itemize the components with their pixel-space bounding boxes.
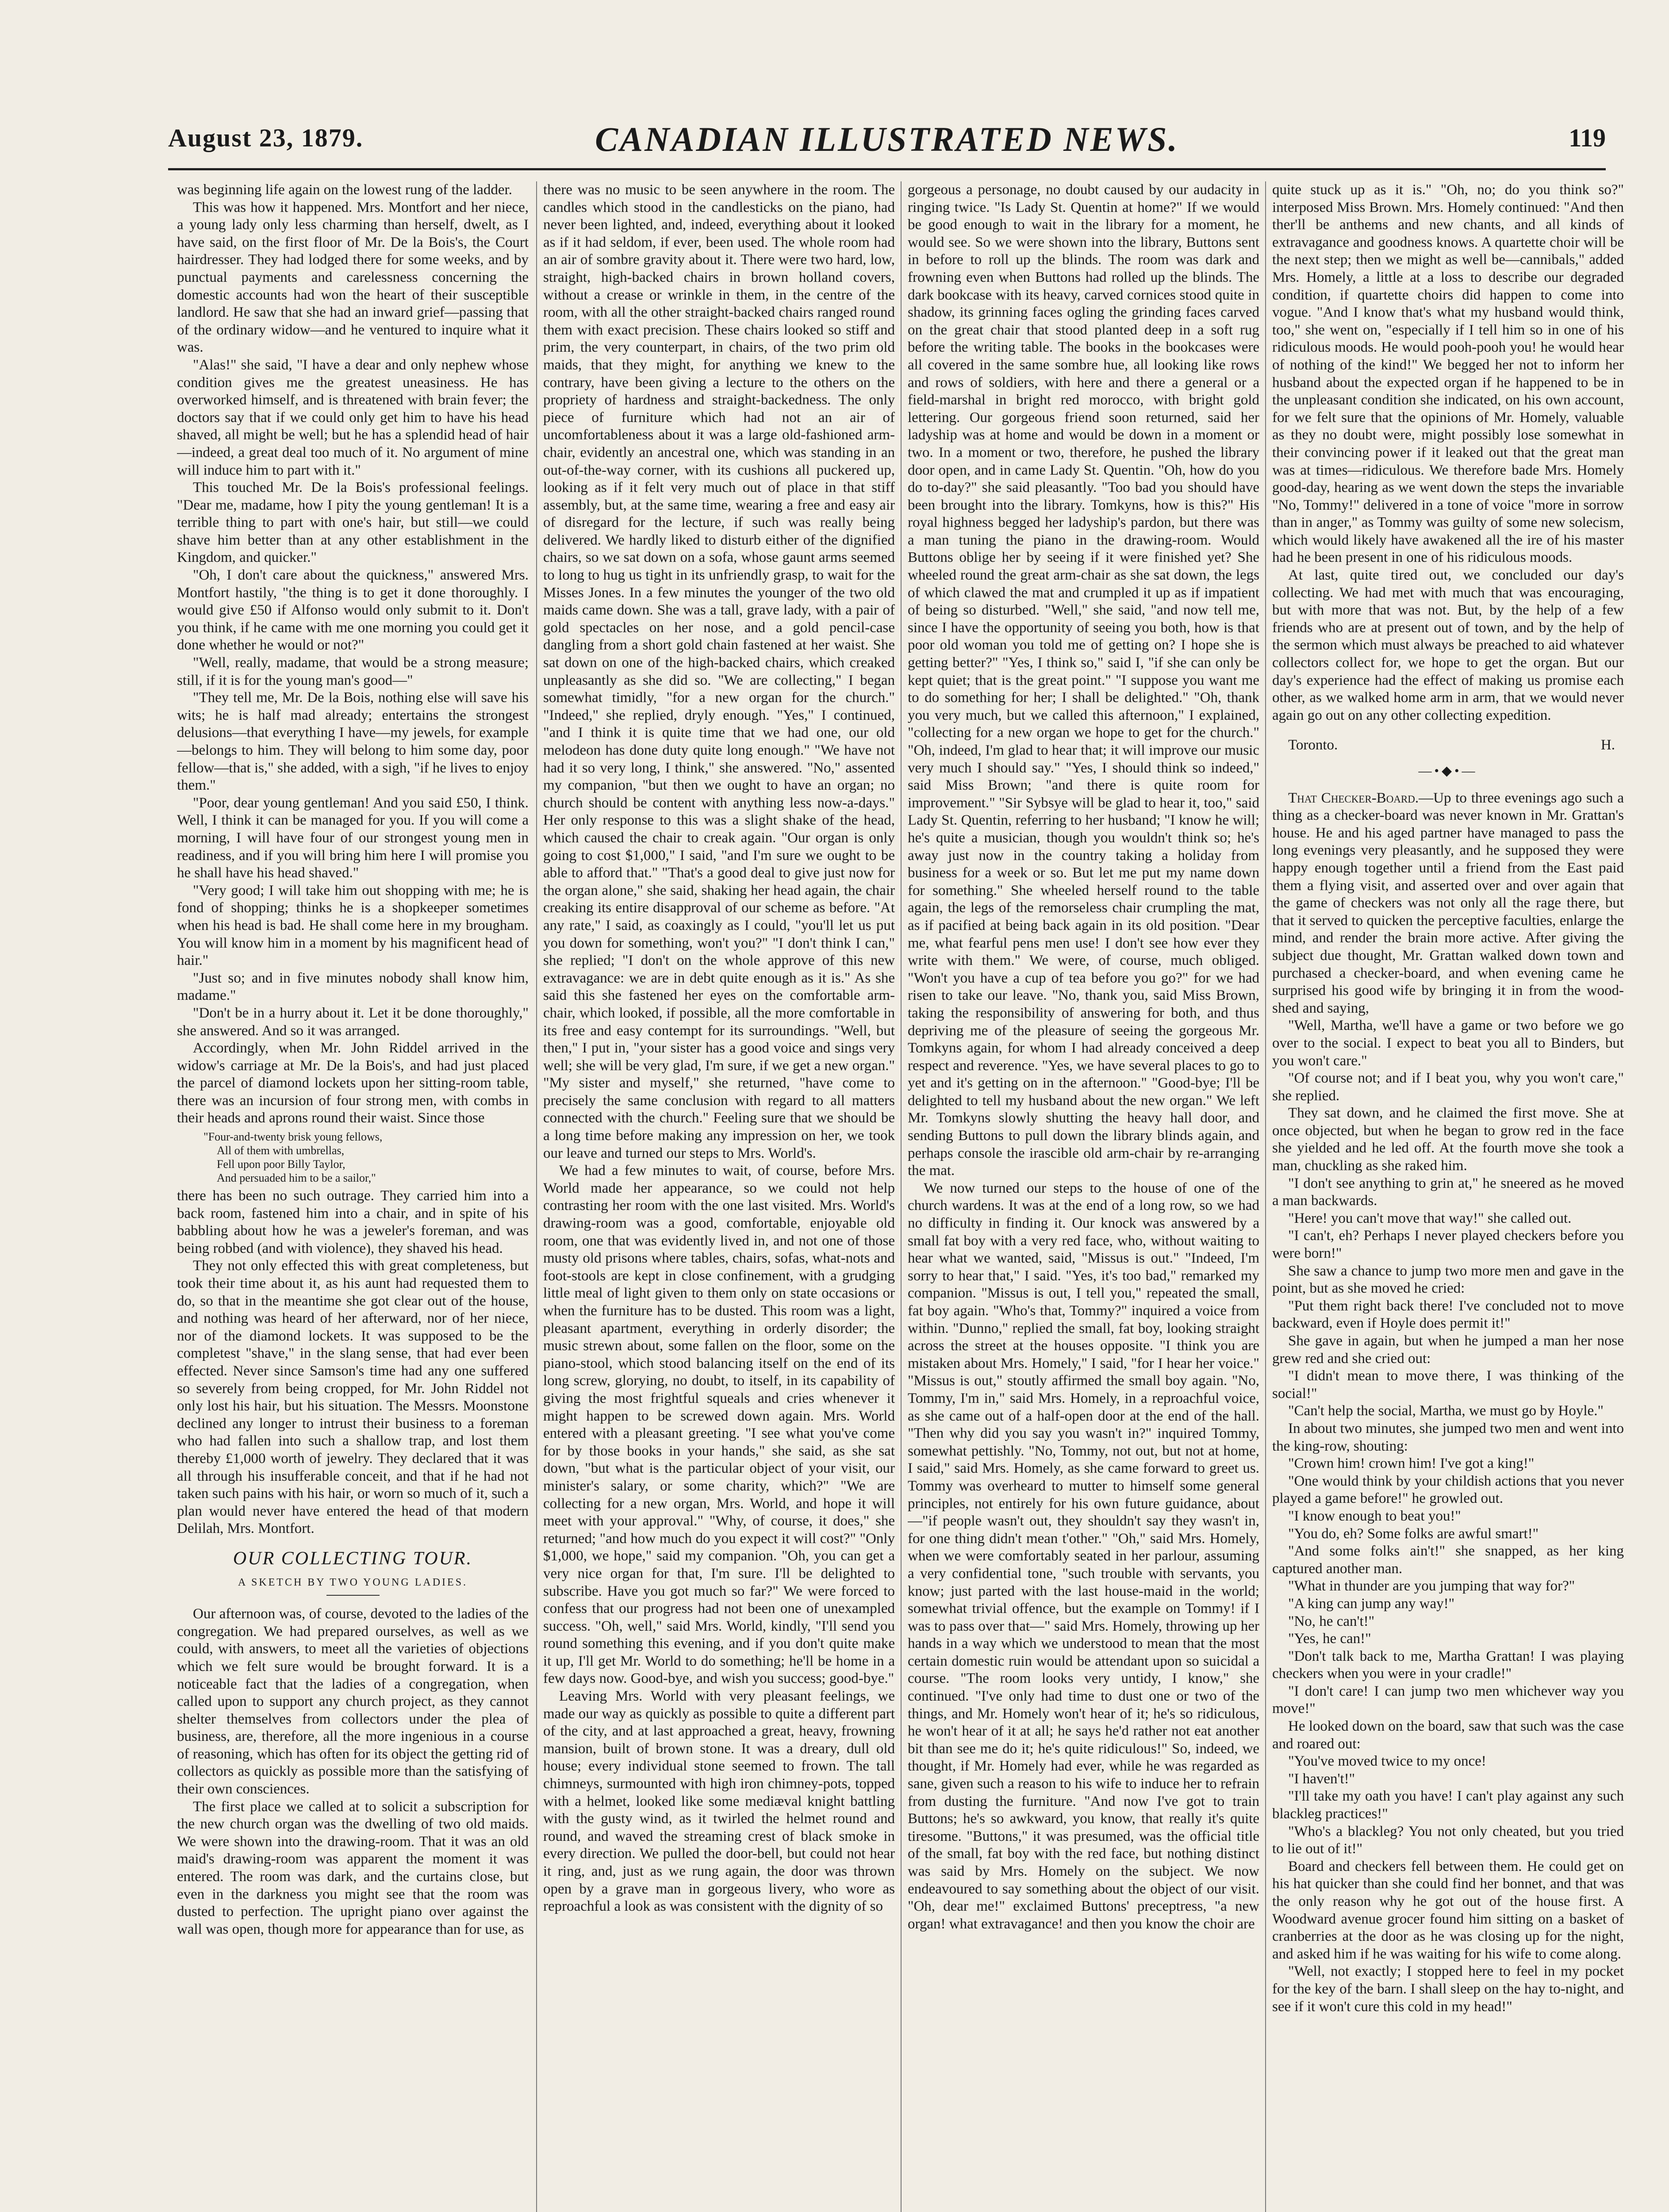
article-columns bbox=[177, 181, 1624, 2212]
paragraph: "Crown him! crown him! I've got a king!" bbox=[1288, 1455, 1535, 1472]
paragraph: "I can't, eh? Perhaps I never played checkers before you were born!" bbox=[1272, 1228, 1624, 1262]
paragraph: "Alas!" she said, "I have a dear and only nephew whose condition gives me the greatest uneasiness. He has overworked himself, and is threatened with brain fever; the doctors say that if we could only get him to have his head shaved, all might be well; but he has a splendid head of hair—indeed, a great deal too much of it. No argument of mine will induce him to part with it." bbox=[177, 357, 529, 478]
paragraph: Board and checkers fell between them. He could get on his hat quicker than she could find her bonnet, and that was the only reason why he got out of the house first. A Woodward avenue grocer found him sitting on a basket of cranberries at the door as he was closing up for the night, and asked him if he was waiting for his wife to come along. bbox=[1272, 1858, 1624, 1962]
paragraph: "Don't be in a hurry about it. Let it be done thoroughly," she answered. And so it was arranged. bbox=[177, 1005, 529, 1039]
verse-line: Fell upon poor Billy Taylor, bbox=[217, 1158, 345, 1171]
paragraph: We now turned our steps to the house of one of the church wardens. It was at the end of a long row, so we had no difficulty in finding it. Our knock was answered by a small fat boy with a very red face, who, without waiting to hear what we wanted, said, "Missus is out." "Indeed, I'm sorry to hear that," I said. "Yes, it's too bad," remarked my companion. "Missus is out, I tell you," repeated the small, fat boy again. "Who's that, Tommy?" inquired a voice from within. "Dunno," replied the small, fat boy, looking straight across the street at the houses opposite. "I think you are mistaken about Mrs. Homely," I said, "for I hear her voice." "Missus is out," stoutly affirmed the small boy again. "No, Tommy, I'm in," said Mrs. Homely, in a reproachful voice, as she came out of a half-open door at the end of the hall. "Then why did you say you wasn't in?" inquired Tommy, somewhat pettishly. "No, Tommy, not out, but not at home, I said," said Mrs. Homely, as she came forward to greet us. Tommy was overheard to mutter to himself some general principles, not entirely for his own future guidance, about—"if people wasn't out, they shouldn't say they wasn't in, for one thing didn't mean t'other." "Oh," said Mrs. Homely, when we were comfortably seated in her parlour, assuming a very confidential tone, "such trouble with servants, you know; just parted with the last house-maid in the world; somewhat trivial offence, but the example on Tommy! if I was to pass over that—" said Mrs. Homely, throwing up her hands in a way which we understood to mean that the most certain domestic ruin would be attendant upon so suicidal a course. "The room looks very untidy, I know," she continued. "I've only had time to dust one or two of the things, and Mr. Homely won't hear of it; he's so ridiculous, he won't hear of it at all; he says he'd rather not eat another bit than see me do it; he's quite ridiculous!" So, indeed, we thought, if Mr. Homely had ever, while he was regarded as sane, given such a reason to his wife to induce her to refrain from dusting the furniture. "And now I've got to train Buttons; he's so awkward, you know, that really it's quite tiresome. "Buttons," it was presumed, was the official title of the small, fat boy with the red face, but nothing distinct was said by Mrs. Homely on the subject. We now endeavoured to say something about the object of our visit. "Oh, dear me!" exclaimed Buttons' preceptress, "a new organ! what extravagance! and then you know the choir are bbox=[908, 1180, 1259, 1932]
column-rule bbox=[901, 181, 902, 2212]
signature-line bbox=[1288, 737, 1615, 754]
paragraph: "Oh, I don't care about the quickness," answered Mrs. Montfort hastily, "the thing is to get it done thoroughly. I would give £50 if Alfonso would only submit to it. Don't you think, if he came with me one morning you could get it done whether he would or not?" bbox=[177, 567, 529, 653]
paragraph: there was no music to be seen anywhere in the room. The candles which stood in the candlesticks on the piano, had never been lighted, and, indeed, everything about it looked as if it had seldom, if ever, been used. The whole room had an air of sombre gravity about it. There were two hard, low, straight, high-backed chairs in brown holland covers, without a crease or wrinkle in them, in the centre of the room, with all the other straight-backed chairs ranged round them with exact precision. These chairs looked so stiff and prim, the very counterpart, in chairs, of the two prim old maids, that they might, for anything we knew to the contrary, have been giving a lecture to the others on the propriety of hardness and straight-backedness. The only piece of furniture which had not an air of uncomfortableness about it was a large old-fashioned arm-chair, evidently an ancestral one, which was standing in an out-of-the-way corner, with its cushions all puckered up, looking as if it felt very much out of place in that stiff assembly, but, at the same time, wearing a free and easy air of disregard for the lecture, if such was really being delivered. We hardly liked to disturb either of the dignified chairs, so we sat down on a sofa, whose gaunt arms seemed to long to hug us tight in its unfriendly grasp, to wait for the Misses Jones. In a few minutes the younger of the two old maids came down. She was a tall, grave lady, with a pair of gold spectacles on her nose, and a gold pencil-case dangling from a short gold chain fastened at her waist. She sat down on one of the high-backed chairs, which creaked unpleasantly as she did so. "We are collecting," I began somewhat timidly, "for a new organ for the church." "Indeed," she replied, dryly enough. "Yes," I continued, "and I think it is quite time that we had one, our old melodeon has done duty quite long enough." "We have not had it so very long, I think," she answered. "No," assented my companion, "but then we ought to have an organ; no church should be content with anything less now-a-days." Her only response to this was a slight shake of the head, which caused the chair to creak again. "Our organ is only going to cost $1,000," I said, "and I'm sure we ought to be able to afford that." "That's a good deal to give just now for the organ alone," she said, shaking her head again, the chair creaking its entire disapproval of our scheme as before. "At any rate," I said, as coaxingly as I could, "you'll let us put you down for something, won't you?" "I don't think I can," she replied; "I don't on the whole approve of this new extravagance: we are in debt quite enough as it is." As she said this she fastened her eyes on the comfortable arm-chair, which looked, if possible, all the more comfortable in its free and easy contempt for its surroundings. "Well, but then," I put in, "your sister has a good voice and sings very well; she will be very glad, I'm sure, if we get a new organ." "My sister and myself," she returned, "have come to precisely the same conclusion with regard to all matters connected with the church." Feeling sure that we should be a long time before making any impression on her, we took our leave and turned our steps to Mrs. World's. bbox=[543, 182, 895, 1161]
paragraph: Accordingly, when Mr. John Riddel arrived in the widow's carriage at Mr. De la Bois's, and had just placed the parcel of diamond lockets upon her sitting-room table, there was an incursion of four strong men, with combs in their heads and aprons round their waist. Since those bbox=[177, 1040, 529, 1126]
paragraph: "Don't talk back to me, Martha Grattan! I was playing checkers when you were in your cradle!" bbox=[1272, 1648, 1624, 1682]
paragraph: "What in thunder are you jumping that way for?" bbox=[1288, 1578, 1575, 1594]
masthead-title: CANADIAN ILLUSTRATED NEWS. bbox=[595, 120, 1179, 158]
paragraph: In about two minutes, she jumped two men and went into the king-row, shouting: bbox=[1272, 1420, 1624, 1454]
paragraph: "Very good; I will take him out shopping with me; he is fond of shopping; thinks he is a shopkeeper sometimes when his head is bad. He shall come here in my brougham. You will know him in a moment by his magnificent head of hair." bbox=[177, 882, 529, 969]
column-3 bbox=[908, 181, 1259, 2212]
paragraph: He looked down on the board, saw that such was the case and roared out: bbox=[1272, 1718, 1624, 1752]
paragraph: She saw a chance to jump two more men and gave in the point, but as she moved he cried: bbox=[1272, 1263, 1624, 1297]
signature-place: Toronto. bbox=[1288, 737, 1338, 753]
page-header bbox=[168, 119, 1606, 170]
verse-quote bbox=[203, 1130, 529, 1185]
signature-initial: H. bbox=[1600, 737, 1615, 753]
paragraph: "Well, really, madame, that would be a strong measure; still, if it is for the young man's good—" bbox=[177, 655, 529, 688]
paragraph: "Just so; and in five minutes nobody shall know him, madame." bbox=[177, 970, 529, 1004]
issue-date: August 23, 1879. bbox=[168, 123, 364, 152]
paragraph: "They tell me, Mr. De la Bois, nothing else will save his wits; he is half mad already; entertains the strongest delusions—that everything I have—my jewels, for example—belongs to him. They will belong to him some day, poor fellow—that is," she added, with a sigh, "if he lives to enjoy them." bbox=[177, 690, 529, 794]
paragraph: "I didn't mean to move there, I was thinking of the social!" bbox=[1272, 1368, 1624, 1402]
paragraph: "Of course not; and if I beat you, why you won't care," she replied. bbox=[1272, 1070, 1624, 1104]
paragraph: "I don't see anything to grin at," he sneered as he moved a man backwards. bbox=[1272, 1175, 1624, 1209]
paragraph: "You've moved twice to my once! bbox=[1288, 1753, 1486, 1770]
paragraph-text: —Up to three evenings ago such a thing as a checker-board was never known in Mr. Grattan's house. He and his aged partner have managed to pass the long evenings very pleasantly, and he supposed they were happy enough together until a friend from the East paid them a flying visit, and asserted over and over again that the game of checkers was not only all the rage there, but that it served to quicken the perceptive faculties, enlarge the mind, and render the brain more active. After giving the subject due thought, Mr. Grattan walked down town and purchased a checker-board, and when evening came he surprised his good wife by bringing it in from the wood-shed and saying, bbox=[1272, 790, 1624, 1016]
paragraph: We had a few minutes to wait, of course, before Mrs. World made her appearance, so we could not help contrasting her room with the one last visited. Mrs. World's drawing-room was a good, comfortable, enjoyable old room, one that was evidently lived in, and not one of those musty old prisons where tables, chairs, sofas, what-nots and foot-stools are kept in close confinement, with a grudging little meal of light given to them only on state occasions or when the furniture has to be dusted. This room was a light, pleasant apartment, everything in orderly disorder; the music strewn about, some fallen on the floor, some on the piano-stool, which stood balancing itself on the end of its long screw, glorying, no doubt, to itself, in its capability of giving the most frightful squeals and cries whenever it might happen to be screwed down again. Mrs. World entered with a pleasant greeting. "I see what you've come for by those books in your hands," she said, as she sat down, "but what is the particular object of your visit, our minister's salary, or some charity, which?" "We are collecting for a new organ, Mrs. World, and hope it will meet with your approval." "Why, of course, it does," she returned; "and how much do you expect it will cost?" "Only $1,000, we hope," said my companion. "Oh, you can get a very nice organ for that, I'm sure. I'll be delighted to subscribe. Have you got much so far?" We were forced to confess that our progress had not been one of unexampled success. "Oh, well," said Mrs. World, kindly, "I'll send you round something this evening, and if you don't quite make it up, I'll get Mr. World to do something; he'll be home in a few days now. Good-bye, and wish you success; good-bye." bbox=[543, 1163, 895, 1687]
paragraph: "I don't care! I can jump two men whichever way you move!" bbox=[1272, 1683, 1624, 1717]
paragraph: They sat down, and he claimed the first move. She at once objected, but when he began to grow red in the face she yielded and he led off. At the fourth move she took a man, chuckling as she raked him. bbox=[1272, 1105, 1624, 1174]
paragraph: This touched Mr. De la Bois's professional feelings. "Dear me, madame, how I pity the young gentleman! It is a terrible thing to part with one's hair, but still—we could shave him better than at any other establishment in the Kingdom, and quicker." bbox=[177, 480, 529, 566]
divider bbox=[326, 1595, 380, 1596]
paragraph: They not only effected this with great completeness, but took their time about it, as his aunt had requested them to do, so that in the meantime she got clear out of the house, and nothing was heard of her afterward, nor of her niece, nor of the diamond lockets. It was supposed to be the completest "shave," in the slang sense, that had ever been effected. Never since Samson's time had any one suffered so severely from being cropped, for Mr. John Riddel not only lost his hair, but his situation. The Messrs. Moonstone declined any longer to intrust their business to a foreman who had fallen into such a shallow trap, and lost them thereby £1,000 worth of jewelry. They declared that it was all through his insufferable conceit, and that if he had not taken such pains with his hair, or worn so much of it, such a plan would never have entered the head of that modern Delilah, Mrs. Montfort. bbox=[177, 1258, 529, 1537]
verse-line: And persuaded him to be a sailor," bbox=[217, 1171, 376, 1185]
paragraph: "I haven't!" bbox=[1288, 1770, 1355, 1787]
paragraph: "And some folks ain't!" she snapped, as her king captured another man. bbox=[1272, 1543, 1624, 1577]
section-ornament: —•◆•— bbox=[1418, 764, 1478, 778]
page-number: 119 bbox=[1569, 123, 1606, 152]
article-subtitle: A SKETCH BY TWO YOUNG LADIES. bbox=[238, 1576, 468, 1588]
paragraph: "I know enough to beat you!" bbox=[1288, 1508, 1461, 1524]
paragraph: quite stuck up as it is." "Oh, no; do you think so?" interposed Miss Brown. Mrs. Homely continued: "And then ther'll be anthems and new chants, and all kinds of extravagance and goodness knows. A quartette choir will be the next step; then we might as well be—cannibals," added Mrs. Homely, a little at a loss to describe our degraded condition, if quartette choirs did happen to come into vogue. "And I know that's what my husband would think, too," she went on, "especially if I tell him so in one of his ridiculous moods. He would pooh-pooh you! he would hear of nothing of the kind!" We begged her not to inform her husband about the expected organ if he happened to be in the unpleasant condition she indicated, on his own account, for we felt sure that the opinions of Mr. Homely, valuable as they no doubt were, might possibly lose somewhat in their convincing power if it leaked out that the great man was at times—ridiculous. We therefore bade Mrs. Homely good-day, hearing as we went down the steps the invariable "No, Tommy!" delivered in a tone of voice "more in sorrow than in anger," as Tommy was guilty of some new solecism, which would likely have awakened all the ire of his master had he been present in one of his ridiculous moods. bbox=[1272, 182, 1624, 566]
verse-line: "Four-and-twenty brisk young fellows, bbox=[203, 1130, 383, 1144]
verse-line: All of them with umbrellas, bbox=[217, 1144, 345, 1157]
paragraph: She gave in again, but when he jumped a man her nose grew red and she cried out: bbox=[1272, 1333, 1624, 1367]
paragraph: was beginning life again on the lowest rung of the ladder. bbox=[177, 182, 512, 198]
article-title: OUR COLLECTING TOUR. bbox=[233, 1548, 473, 1569]
paragraph: "Well, Martha, we'll have a game or two before we go over to the social. I expect to beat you all to Binders, but you won't care." bbox=[1272, 1018, 1624, 1069]
paragraph: "I'll take my oath you have! I can't play against any such blackleg practices!" bbox=[1272, 1788, 1624, 1822]
column-rule bbox=[1265, 181, 1266, 2212]
paragraph: "One would think by your childish actions that you never played a game before!" he growled out. bbox=[1272, 1473, 1624, 1507]
paragraph: gorgeous a personage, no doubt caused by our audacity in ringing twice. "Is Lady St. Quentin at home?" If we would be good enough to wait in the library for a moment, he would see. So we were shown into the library, Buttons sent in before to roll up the blinds. The room was dark and frowning even when Buttons had rolled up the blinds. The dark bookcase with its heavy, carved cornices stood quite in shadow, its grinning faces ogling the grinding faces carved on the great chair that stood planted deep in a soft rug before the writing table. The books in the bookcases were all covered in the same sombre hue, all looking like rows and rows of soldiers, with here and there a general or a field-marshal in bright red morocco, with bright gold lettering. Our gorgeous friend soon returned, said her ladyship was at home and would be down in a moment or two. In a moment or two, therefore, he pushed the library door open, and in came Lady St. Quentin. "Oh, how do you do to-day?" she said pleasantly. "Too bad you should have been brought into the library. Tomkyns, how is this?" His royal highness begged her ladyship's pardon, but there was a man tuning the piano in the drawing-room. Would Buttons oblige her by seeing if it were finished yet? She wheeled round the great arm-chair as she sat down, the legs of which clawed the mat and crumpled it up as if impatient of being so disturbed. "Well," she said, "and now tell me, since I have the opportunity of seeing you both, how is that poor old woman you told me of getting on? I hope she is getting better?" "Yes, I think so," said I, "if she can only be kept quiet; that is the great point." "I suppose you want me to do something for her; I shall be delighted." "Oh, thank you very much, but we called this afternoon," I explained, "collecting for a new organ we hope to get for the church." "Oh, indeed, I'm glad to hear that; it will improve our music very much I should say." "Yes, I should think so indeed," said Miss Brown; "and there is quite room for improvement." "Sir Sybsye will be glad to hear it, too," said Lady St. Quentin, referring to her husband; "I know he will; he's quite a musician, though you wouldn't think so; he's away just now in the country taking a holiday from business for a week or so. But let me put my name down for something." She wheeled herself round to the table again, the legs of the remorseless chair crumpling the mat, as if pacified at being back again in its old position. "Dear me, what fearful pens men use! I don't see how ever they write with them." We were, of course, much obliged. "Won't you have a cup of tea before you go?" for we had risen to take our leave. "No, thank you, said Miss Brown, taking the responsibility of answering for both, and thus depriving me of the pleasure of seeing the gorgeous Mr. Tomkyns again, for whom I had already conceived a deep respect and reverence. "Yes, we have several places to go to yet and it's getting on in the afternoon." "Good-bye; I'll be delighted to tell my husband about the new organ." We left Mr. Tomkyns slowly shutting the heavy hall door, and sending Buttons to pull down the library blinds again, and perhaps console the irascible old arm-chair by re-arranging the mat. bbox=[908, 182, 1259, 1179]
paragraph: "Well, not exactly; I stopped here to feel in my pocket for the key of the barn. I shall sleep on the hay to-night, and see if it won't cure this cold in my head!" bbox=[1272, 1963, 1624, 2015]
paragraph bbox=[1272, 790, 1624, 1018]
paragraph: "Who's a blackleg? You not only cheated, but you tried to lie out of it!" bbox=[1272, 1823, 1624, 1857]
paragraph: "Poor, dear young gentleman! And you said £50, I think. Well, I think it can be managed for you. If you will come a morning, I will have four of our strongest young men in readiness, and if you will bring him here I will promise you he shall have his head shaved." bbox=[177, 795, 529, 881]
paragraph: "No, he can't!" bbox=[1288, 1613, 1375, 1629]
paragraph: Leaving Mrs. World with very pleasant feelings, we made our way as quickly as possible to quite a different part of the city, and at last approached a great, heavy, frowning mansion, built of brown stone. It was a dreary, dull old house; every individual stone seemed to frown. The tall chimneys, surmounted with high iron chimney-pots, topped with a helmet, looked like some mediæval knight battling with the gusty wind, as it twirled the helmet round and round, and waved the streaming crest of black smoke in every direction. We pulled the door-bell, but could not hear it ring, and, just as we rung again, the door was thrown open by a grave man in gorgeous livery, who wore as reproachful a look as was consistent with the dignity of so bbox=[543, 1688, 895, 1915]
paragraph: "Put them right back there! I've concluded not to move backward, even if Hoyle does permit it!" bbox=[1272, 1298, 1624, 1332]
paragraph: "You do, eh? Some folks are awful smart!" bbox=[1288, 1525, 1539, 1542]
column-1 bbox=[177, 181, 529, 2212]
paragraph: At last, quite tired out, we concluded our day's collecting. We had met with much that was encouraging, but with more that was not. But, by the help of a few friends who are at present out of town, and by the help of the sermon which must always be preached to aid whatever collectors collect for, we hope to get the organ. But our day's experience had the effect of making us promise each other, as we walked home arm in arm, that we would never again go out on any other collecting expedition. bbox=[1272, 567, 1624, 723]
paragraph: "Here! you can't move that way!" she called out. bbox=[1288, 1210, 1572, 1226]
paragraph: there has been no such outrage. They carried him into a back room, fastened him into a chair, and in spite of his babbling about how he was a jeweler's foreman, and was being robbed (and with violence), they shaved his head. bbox=[177, 1188, 529, 1256]
paragraph: "Can't help the social, Martha, we must go by Hoyle." bbox=[1288, 1403, 1604, 1419]
paragraph: The first place we called at to solicit a subscription for the new church organ was the dwelling of two old maids. We were shown into the drawing-room. That it was an old maid's drawing-room was apparent the moment it was entered. The room was dark, and the curtains close, but even in the darkness you might see that the room was dusted to perfection. The upright piano over against the wall was open, though more for appearance than for use, as bbox=[177, 1798, 529, 1937]
column-rule bbox=[536, 181, 537, 2212]
paragraph: "A king can jump any way!" bbox=[1288, 1595, 1455, 1612]
column-4 bbox=[1272, 181, 1624, 2212]
paragraph: This was how it happened. Mrs. Montfort and her niece, a young lady only less charming than herself, dwelt, as I have said, on the first floor of Mr. De la Bois's, the Court hairdresser. They had lodged there for some weeks, and by punctual payments and carelessness concerning the domestic accounts had won the heart of their susceptible landlord. He saw that she had an inward grief—passing that of the ordinary widow—and he ventured to inquire what it was. bbox=[177, 199, 529, 356]
column-2 bbox=[543, 181, 895, 2212]
paragraph: Our afternoon was, of course, devoted to the ladies of the congregation. We had prepared ourselves, as well as we could, with answers, to meet all the varieties of objections which we felt sure would be brought forward. It is a noticeable fact that the ladies of a congregation, when called upon to support any church project, as they cannot shelter themselves from collectors under the plea of business, are, therefore, all the more ingenious in a course of reasoning, which has often for its object the getting rid of collectors as quickly as possible more than the satisfying of their own consciences. bbox=[177, 1606, 529, 1797]
paragraph: "Yes, he can!" bbox=[1288, 1631, 1371, 1647]
article-headline: That Checker-Board. bbox=[1288, 790, 1419, 806]
